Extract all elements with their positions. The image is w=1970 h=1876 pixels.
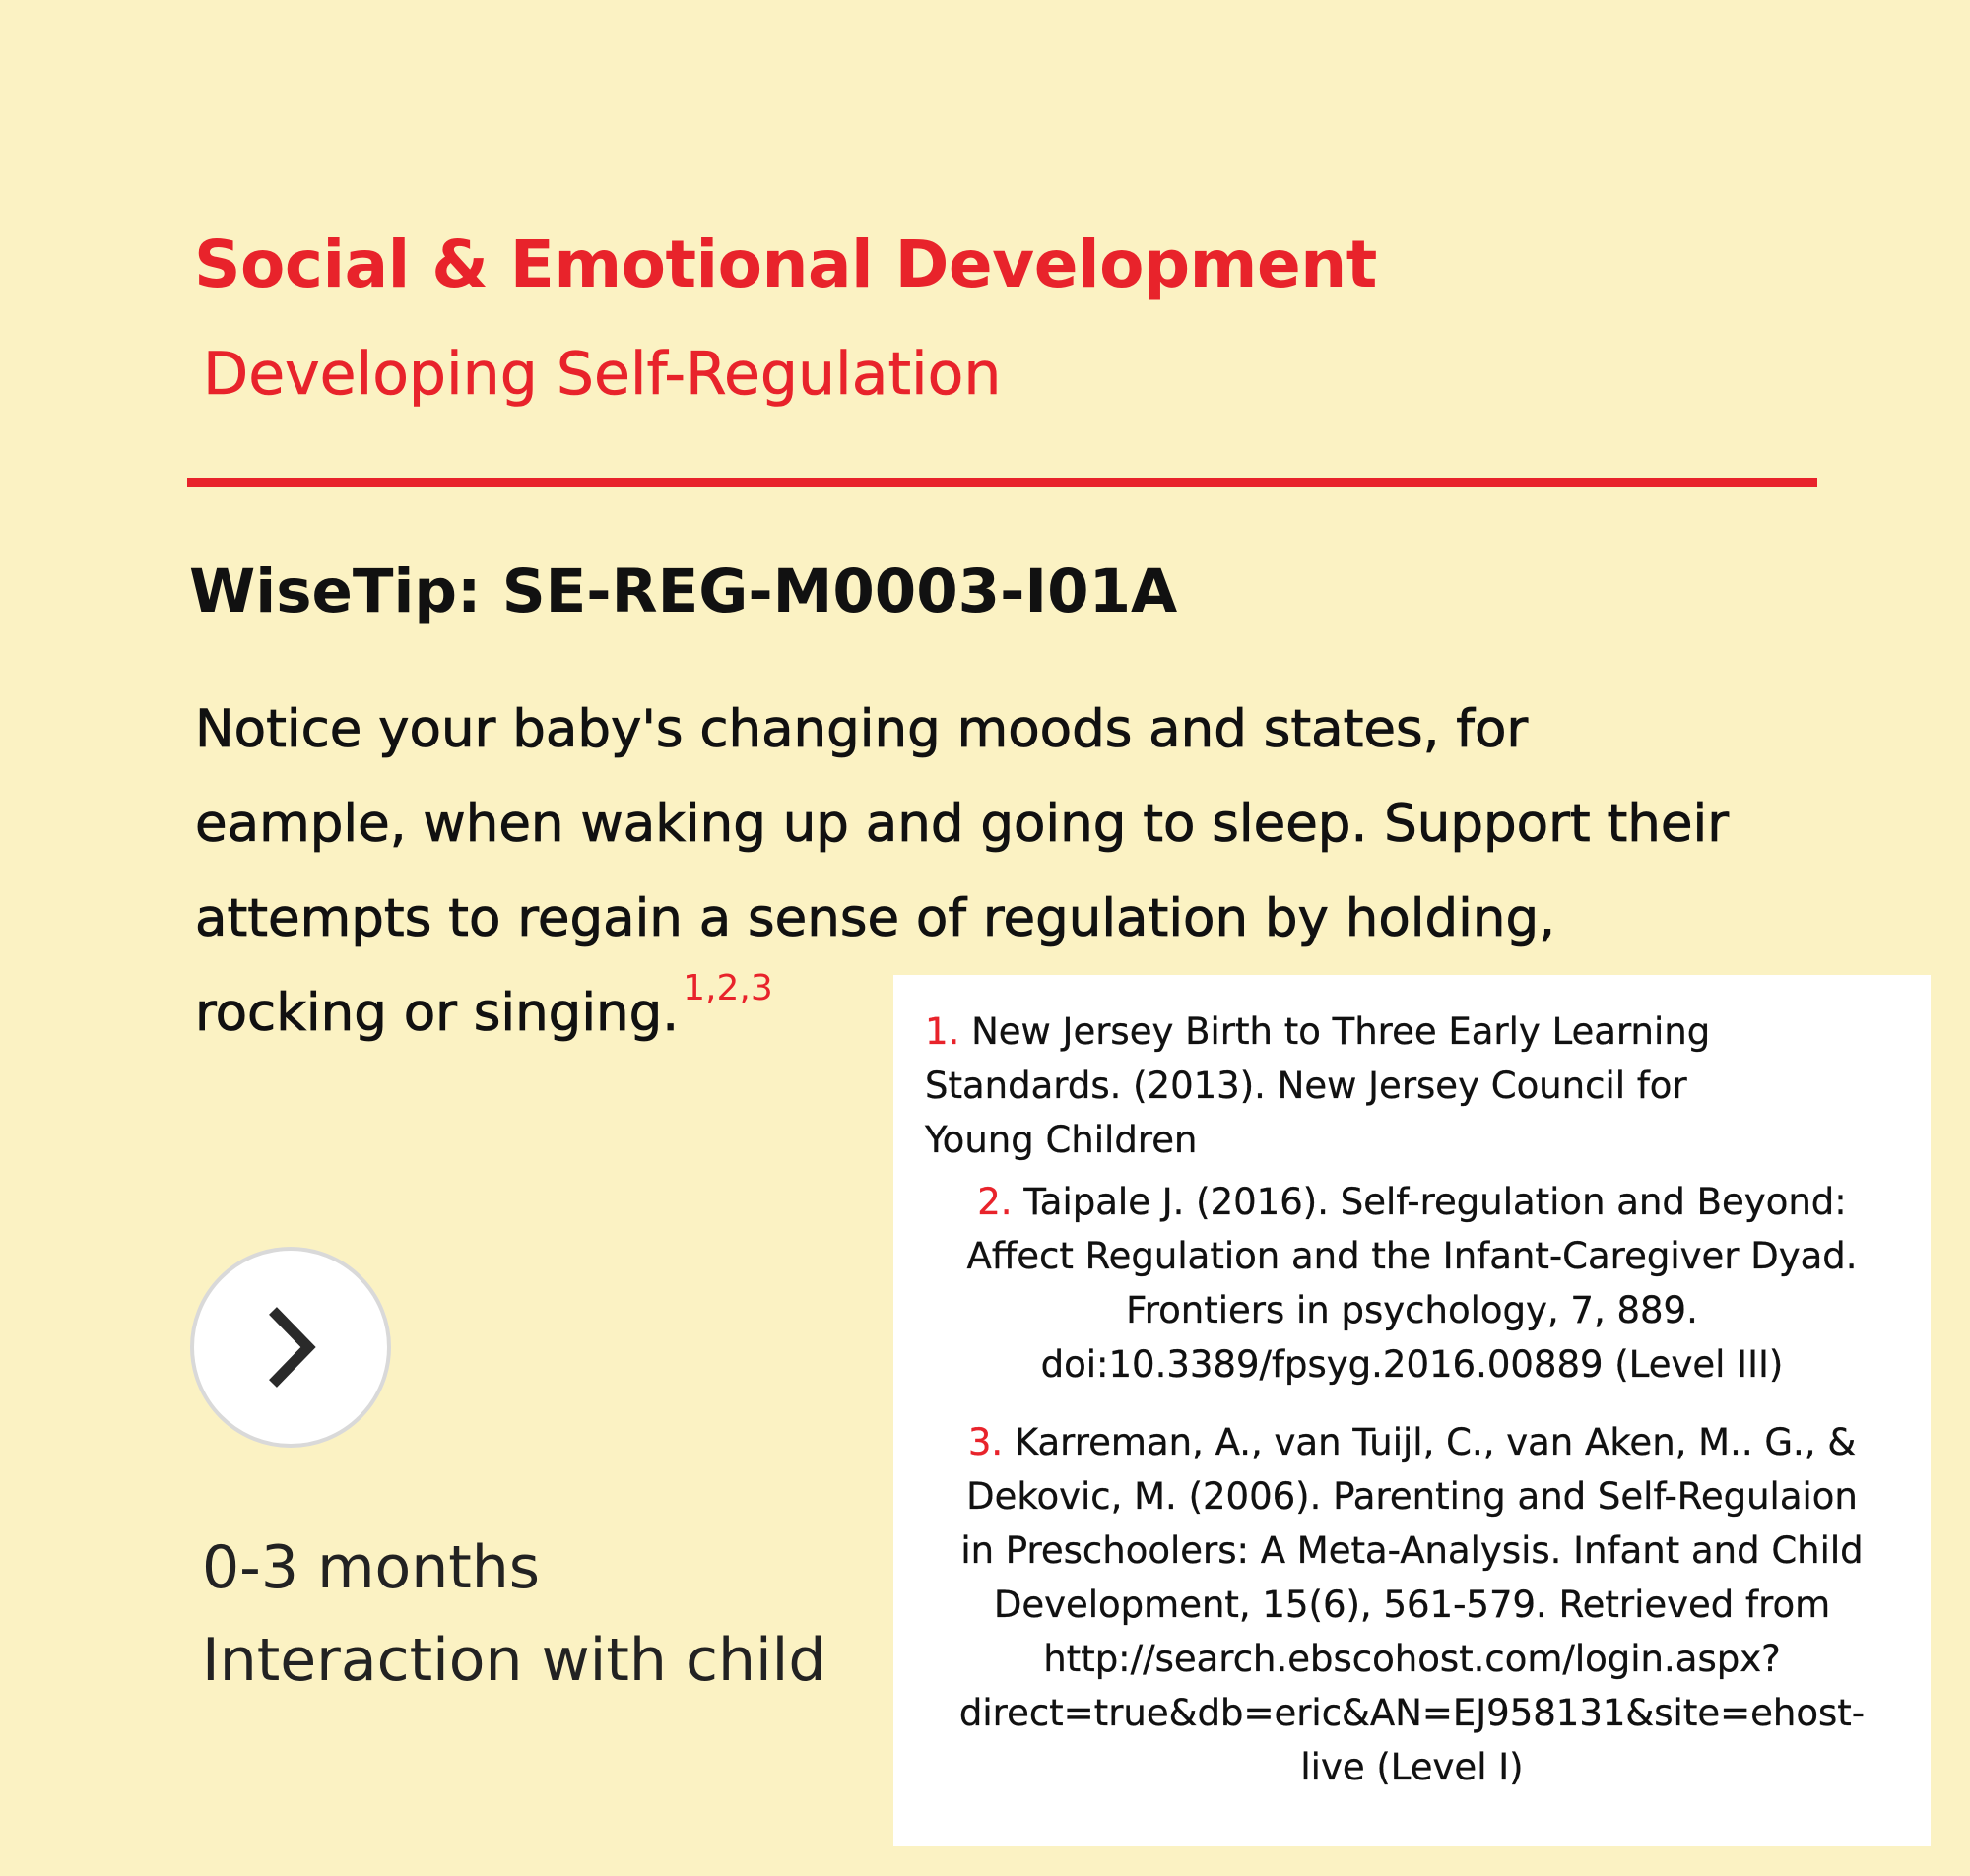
reference-item [905,1415,1919,1794]
reference-line: Development, 15(6), 561-579. Retrieved from [993,1584,1831,1626]
reference-line [905,1175,1919,1229]
reference-line: Young Children [925,1119,1198,1161]
tip-line: Notice your baby's changing moods and states, for [195,699,1529,759]
tip-meta [202,1521,825,1707]
reference-line: Standards. (2013). New Jersey Council for [925,1065,1687,1107]
reference-number: 3. [967,1421,1004,1463]
citation-marks[interactable]: 1,2,3 [683,968,773,1009]
reference-item [905,1175,1919,1391]
reference-text: New Jersey Birth to Three Early Learning [971,1010,1711,1053]
reference-link[interactable]: direct=true&db=eric&AN=EJ958131&site=ehost- [958,1692,1866,1734]
age-range: 0-3 months [202,1533,541,1602]
reference-link[interactable]: http://search.ebscohost.com/login.aspx? [1043,1638,1781,1680]
reference-text: Karreman, A., van Tuijl, C., van Aken, M.. G., & [1014,1421,1857,1463]
reference-line [925,1004,1919,1059]
chevron-right-icon [261,1303,320,1391]
reference-line: Dekovic, M. (2006). Parenting and Self-Regulaion [966,1475,1858,1518]
reference-line: in Preschoolers: A Meta-Analysis. Infant and Child [960,1529,1864,1572]
tip-line: eample, when waking up and going to sleep. Support their [195,794,1730,854]
tip-line: attempts to regain a sense of regulation by holding, [195,888,1555,948]
reference-line [905,1415,1919,1469]
tip-type: Interaction with child [202,1626,826,1695]
tip-id: WiseTip: SE-REG-M0003-I01A [189,556,1178,626]
reference-number: 2. [977,1181,1013,1223]
reference-line: Affect Regulation and the Infant-Caregiver Dyad. [966,1235,1858,1277]
next-button[interactable] [190,1247,391,1448]
reference-line: live (Level I) [1300,1746,1524,1788]
reference-text: Taipale J. (2016). Self-regulation and Beyond: [1023,1181,1847,1223]
category-title: Social & Emotional Development [194,226,1377,302]
reference-line: doi:10.3389/fpsyg.2016.00889 (Level III) [1040,1343,1784,1386]
divider [187,478,1817,487]
reference-number: 1. [925,1010,960,1053]
subcategory-title: Developing Self-Regulation [203,340,1002,409]
references-panel [893,975,1931,1846]
reference-item [905,1004,1919,1167]
reference-line: Frontiers in psychology, 7, 889. [1126,1289,1698,1331]
tip-line: rocking or singing. [195,983,680,1043]
